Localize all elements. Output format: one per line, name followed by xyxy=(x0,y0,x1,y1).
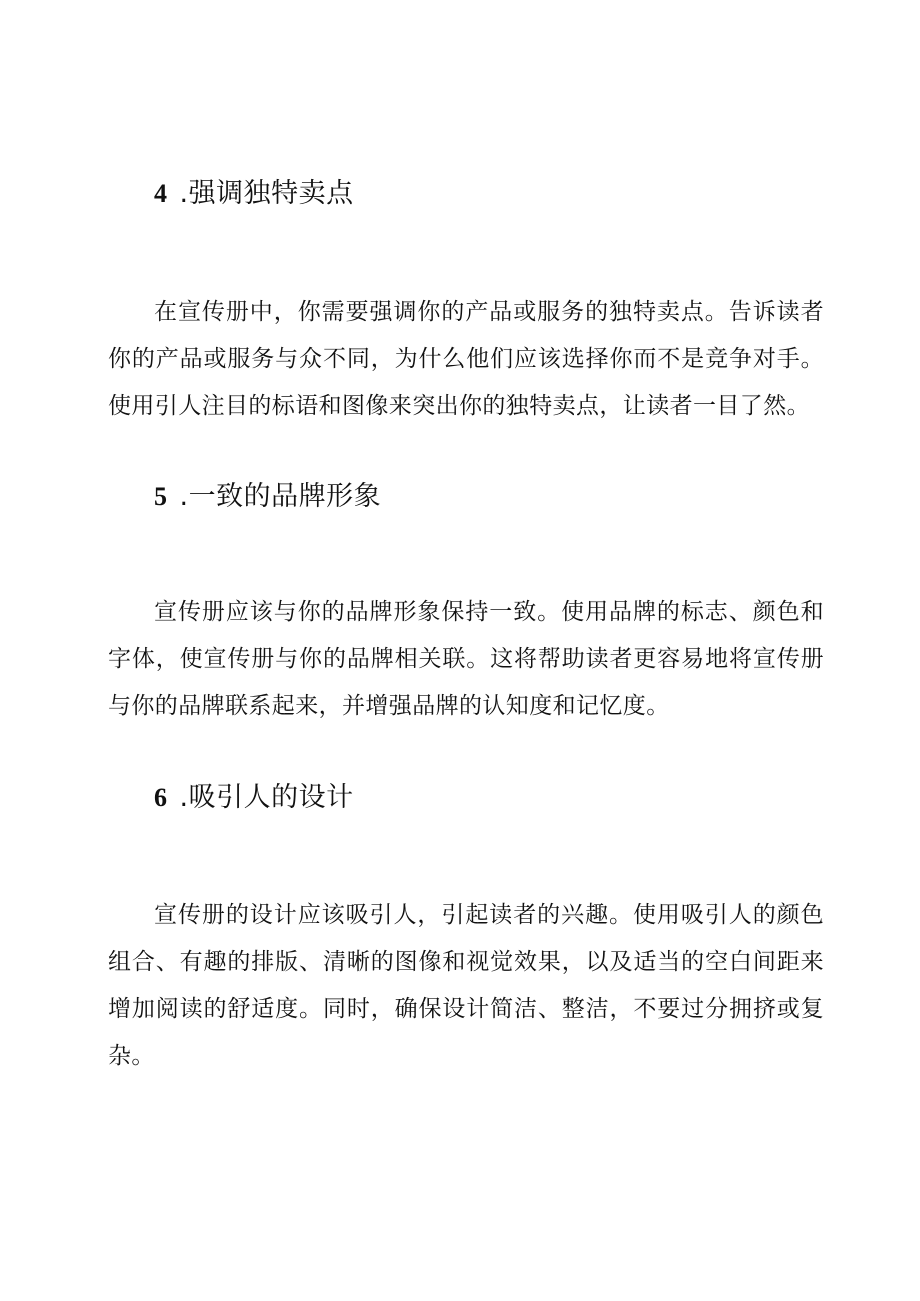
section-body: 宣传册的设计应该吸引人，引起读者的兴趣。使用吸引人的颜色组合、有趣的排版、清晰的图像和视觉效果，以及适当的空白间距来增加阅读的舒适度。同时，确保设计简洁、整洁，不要过分拥挤或复杂。 xyxy=(108,902,824,1069)
section-title: .吸引人的设计 xyxy=(179,782,354,813)
section-5 xyxy=(108,479,824,730)
section-body: 宣传册应该与你的品牌形象保持一致。使用品牌的标志、颜色和字体，使宣传册与你的品牌相关联。这将帮助读者更容易地将宣传册与你的品牌联系起来，并增强品牌的认知度和记忆度。 xyxy=(108,599,824,719)
section-title: .一致的品牌形象 xyxy=(179,481,382,512)
section-number: 6 xyxy=(154,783,168,812)
section-body: 在宣传册中，你需要强调你的产品或服务的独特卖点。告诉读者你的产品或服务与众不同，为什么他们应该选择你而不是竞争对手。使用引人注目的标语和图像来突出你的独特卖点，让读者一目了然。 xyxy=(108,299,824,419)
section-heading xyxy=(108,479,824,515)
section-number: 4 xyxy=(154,179,168,208)
section-6 xyxy=(108,780,824,1080)
section-heading xyxy=(108,176,824,212)
section-4 xyxy=(108,176,824,430)
section-number: 5 xyxy=(154,482,168,511)
section-title: .强调独特卖点 xyxy=(179,178,354,209)
section-heading xyxy=(108,780,824,816)
